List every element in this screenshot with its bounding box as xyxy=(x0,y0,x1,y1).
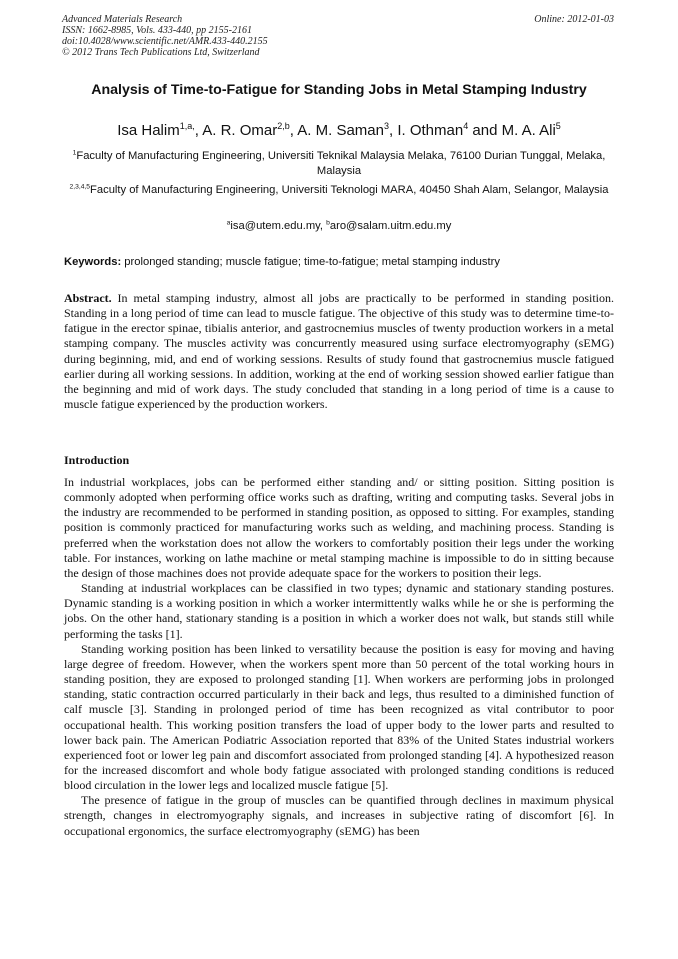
keywords-label: Keywords: xyxy=(64,256,122,268)
section-heading-introduction: Introduction xyxy=(64,453,130,467)
affiliation-mark: 2,3,4,5 xyxy=(69,183,91,191)
abstract-text: In metal stamping industry, almost all jobs are practically to be performed in standing position. Standing in a long period of time can lead to muscle fatigue. The objective of this study was to determine time-to-fatigue in the erector spinae, tibialis anterior, and gastrocnemius muscles of twenty production workers in a metal stamping company. The muscles activity was concurrently measured using surface electromyography (sEMG) during beginning, mid, and end of working sessions. Results of study found that gastrocnemius muscle fatigued earlier during all working sessions. In addition, working at the end of working session showed earlier fatigue than the beginning and mid of work days. The study concluded that standing in a long period of time is a cause to muscle fatigue experienced by the production workers. xyxy=(64,291,614,412)
author-name: Isa Halim xyxy=(117,122,180,139)
author-separator: , xyxy=(289,122,298,139)
author-list xyxy=(64,121,614,141)
introduction-body xyxy=(64,475,614,839)
paper-title: Analysis of Time-to-Fatigue for Standing Jobs in Metal Stamping Industry xyxy=(91,82,587,98)
journal-name: Advanced Materials Research xyxy=(62,14,183,25)
paragraph: Standing at industrial workplaces can be classified in two types; dynamic and stationary standing postures. Dynamic standing is a working position in which a worker intermittently walks while he or she is performing the jobs. On the other hand, stationary standing is a position in which a worker does not walk, but stands still while performing the tasks [1]. xyxy=(64,581,614,641)
affiliation-mark: 1 xyxy=(72,149,77,157)
email-mark: a xyxy=(226,219,231,227)
copyright-line: © 2012 Trans Tech Publications Ltd, Switzerland xyxy=(62,47,260,58)
author-name: M. A. Ali xyxy=(501,122,556,139)
author-name: A. R. Omar xyxy=(202,122,278,139)
keywords xyxy=(64,255,614,270)
affiliation-text: Faculty of Manufacturing Engineering, Universiti Teknologi MARA, 40450 Shah Alam, Selangor, Malaysia xyxy=(90,184,609,196)
paragraph: The presence of fatigue in the group of muscles can be quantified through declines in maximum physical strength, changes in electromyography signals, and increases in subjective rating of discomfort [6]. In occupational ergonomics, the surface electromyography (sEMG) has been xyxy=(64,793,614,838)
affiliation-1 xyxy=(64,149,614,179)
issn-line: ISSN: 1662-8985, Vols. 433-440, pp 2155-2161 xyxy=(62,25,252,36)
journal-header xyxy=(62,14,268,58)
affiliation-2 xyxy=(64,183,614,198)
email-address: isa@utem.edu.my xyxy=(230,220,320,232)
keywords-text: prolonged standing; muscle fatigue; time-to-fatigue; metal stamping industry xyxy=(121,256,500,268)
author-emails xyxy=(64,219,614,234)
author-affiliation-mark: 1,a, xyxy=(179,121,195,131)
author-separator: and xyxy=(468,122,502,139)
paragraph: In industrial workplaces, jobs can be performed either standing and/ or sitting position. Sitting position is commonly adopted when performing office works such as drafting, writing and computing tasks. Several jobs in the industry are recommended to be performed in standing position, as opposed to sitting. For examples, standing position is commonly practiced for manufacturing works such as welding, and machining process. Standing is preferred when the workstation does not allow the workers to comfortably position their legs under the working table. For instances, working on lathe machine or metal stamping machine is impossible to do in sitting because the design of those machines does not provide adequate space for the workers to position their legs. xyxy=(64,475,614,580)
email-mark: b xyxy=(326,219,330,227)
author-name: A. M. Saman xyxy=(297,122,384,139)
affiliation-text: Faculty of Manufacturing Engineering, Universiti Teknikal Malaysia Melaka, 76100 Durian Tunggal, Melaka, Malaysia xyxy=(76,150,606,178)
email-address: aro@salam.uitm.edu.my xyxy=(329,220,452,232)
doi-line: doi:10.4028/www.scientific.net/AMR.433-440.2155 xyxy=(62,36,268,47)
paragraph: Standing working position has been linked to versatility because the position is easy for moving and having large degree of freedom. However, when the workers spent more than 50 percent of the total working hours in standing position, they are exposed to prolonged standing [1]. When workers are performing jobs in prolonged standing, static contraction occurred particularly in their back and legs, thus resulted to a diminished function of calf muscle [3]. Standing in prolonged period of time has been recognized as vital contributor to poor occupational health. This working position transfers the load of upper body to the lower parts and resulted to lower back pain. The American Podiatric Association reported that 83% of the United States industrial workers experienced foot or lower leg pain and discomfort associated from prolonged standing [4]. A hypothesized reason for the increased discomfort and whole body fatigue associated with prolonged standing conditions is reduced blood circulation in the lower legs and localized muscle fatigue [5]. xyxy=(64,641,614,793)
author-affiliation-mark: 4 xyxy=(463,121,469,131)
abstract-label: Abstract. xyxy=(64,291,112,305)
author-separator: , xyxy=(194,122,203,139)
author-affiliation-mark: 2,b xyxy=(277,121,290,131)
author-affiliation-mark: 3 xyxy=(383,121,389,131)
author-name: I. Othman xyxy=(397,122,464,139)
online-date: Online: 2012-01-03 xyxy=(534,14,614,25)
author-separator: , xyxy=(389,122,398,139)
abstract xyxy=(64,291,614,412)
author-affiliation-mark: 5 xyxy=(555,121,561,131)
email-separator: , xyxy=(319,220,327,232)
